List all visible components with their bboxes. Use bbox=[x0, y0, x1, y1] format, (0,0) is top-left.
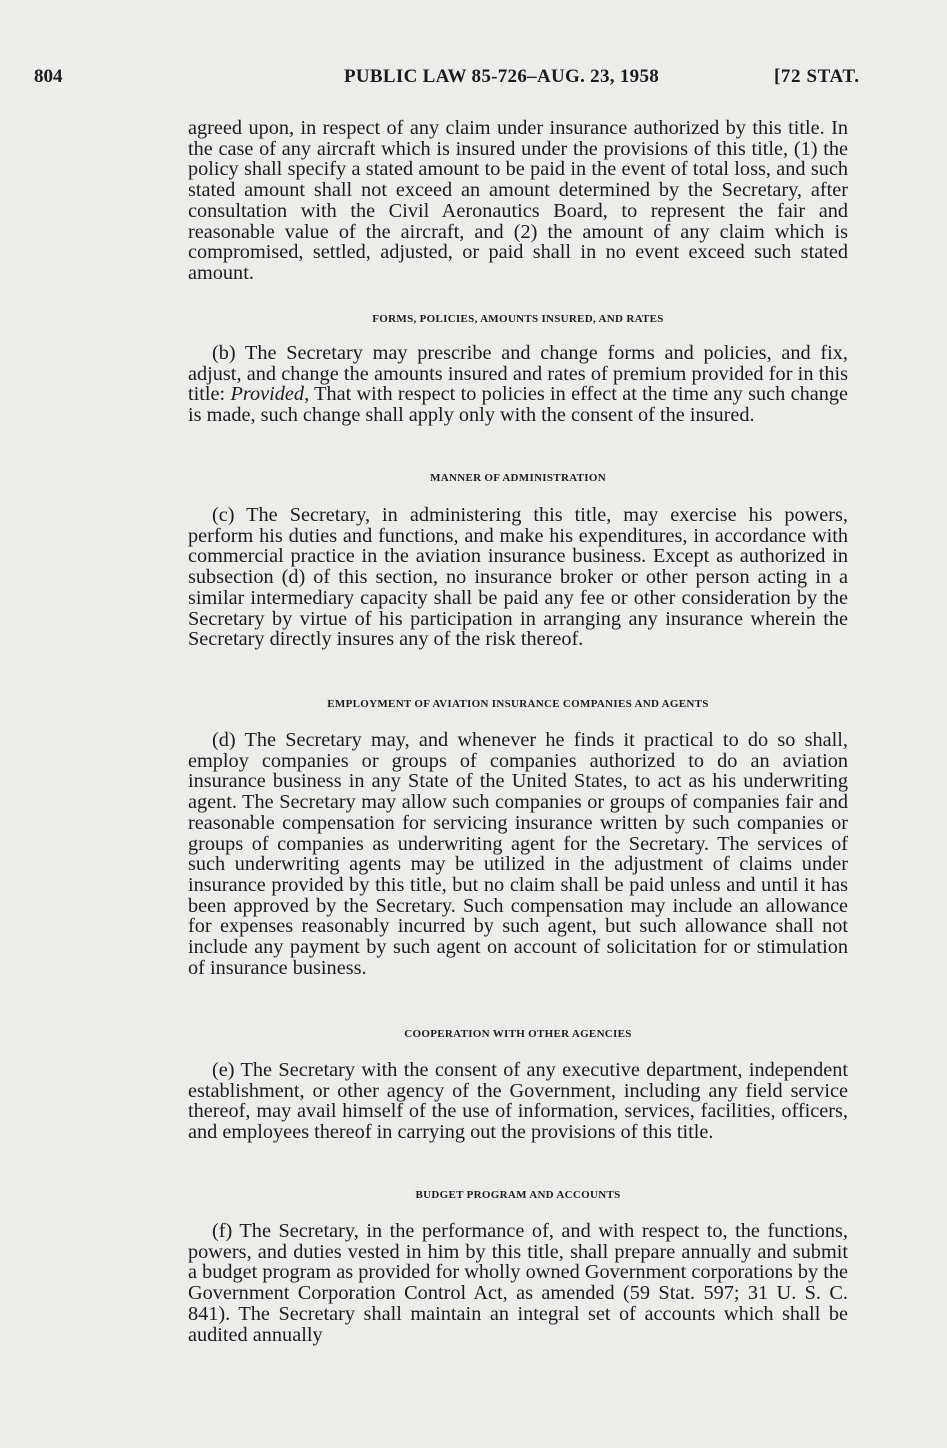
paragraph-f: (f) The Secretary, in the performance of, and with respect to, the functions, powers, and duties vested in him by this title, shall prepare annually and submit a budget program as provided for wholly owned Government corporations by the Government Corporation Control Act, as amended (59 Stat. 597; 31 U. S. C. 841). The Secretary shall maintain an integral set of accounts which shall be audited annually bbox=[188, 1220, 848, 1346]
heading-cooperation: COOPERATION WITH OTHER AGENCIES bbox=[404, 1028, 632, 1040]
paragraph-c: (c) The Secretary, in administering this title, may exercise his powers, perform his duties and functions, and make his expenditures, in accordance with commercial practice in the aviation insurance business. Except as authorized in subsection (d) of this section, no insurance broker or other person acting in a similar intermediary capacity shall be paid any fee or other consideration by the Secretary by virtue of his participation in arranging any insurance wherein the Secretary directly insures any of the risk thereof. bbox=[188, 504, 848, 651]
paragraph-e: (e) The Secretary with the consent of any executive department, independent establishment, or other agency of the Government, including any field service thereof, may avail himself of the use of information, services, facilities, officers, and employees thereof in carrying out the provisions of this title. bbox=[188, 1059, 848, 1144]
heading-forms-policies: FORMS, POLICIES, AMOUNTS INSURED, AND RATES bbox=[372, 313, 664, 325]
law-title: PUBLIC LAW 85-726–AUG. 23, 1958 bbox=[344, 66, 660, 87]
paragraph-d: (d) The Secretary may, and whenever he finds it practical to do so shall, employ companies or groups of companies authorized to do an aviation insurance business in any State of the United States, to act as his underwriting agent. The Secretary may allow such companies or groups of companies fair and reasonable compensation for servicing insurance written by such companies or groups of companies as underwriting agent for the Secretary. The services of such underwriting agents may be utilized in the adjustment of claims under insurance provided by this title, but no claim shall be paid unless and until it has been approved by the Secretary. Such compensation may include an allowance for expenses reasonably incurred by such agent, but such allowance shall not include any payment by such agent on account of solicitation for or stimulation of insurance business. bbox=[188, 729, 848, 979]
heading-employment-of-agents: EMPLOYMENT OF AVIATION INSURANCE COMPANIES AND AGENTS bbox=[327, 698, 709, 710]
heading-manner-of-administration: MANNER OF ADMINISTRATION bbox=[430, 472, 606, 484]
statute-reference: [72 STAT. bbox=[774, 66, 860, 87]
paragraph-b: (b) The Secretary may prescribe and change forms and policies, and fix, adjust, and change the amounts insured and rates of premium provided for in this title: Provided, That with respect to policies in effect at the time any such change is made, such change shall apply only with the consent of the insured. bbox=[188, 342, 849, 427]
heading-budget-program: BUDGET PROGRAM AND ACCOUNTS bbox=[415, 1189, 621, 1201]
provided-italic: Provided bbox=[230, 383, 305, 406]
page-number: 804 bbox=[34, 66, 63, 87]
running-head bbox=[34, 66, 864, 96]
paragraph-continuation: agreed upon, in respect of any claim under insurance authorized by this title. In the case of any aircraft which is insured under the provisions of this title, (1) the policy shall specify a stated amount to be paid in the event of total loss, and such stated amount shall not exceed an amount determined by the Secretary, after consultation with the Civil Aeronautics Board, to represent the fair and reasonable value of the aircraft, and (2) the amount of any claim which is compromised, settled, adjusted, or paid shall in no event exceed such stated amount. bbox=[188, 117, 848, 284]
